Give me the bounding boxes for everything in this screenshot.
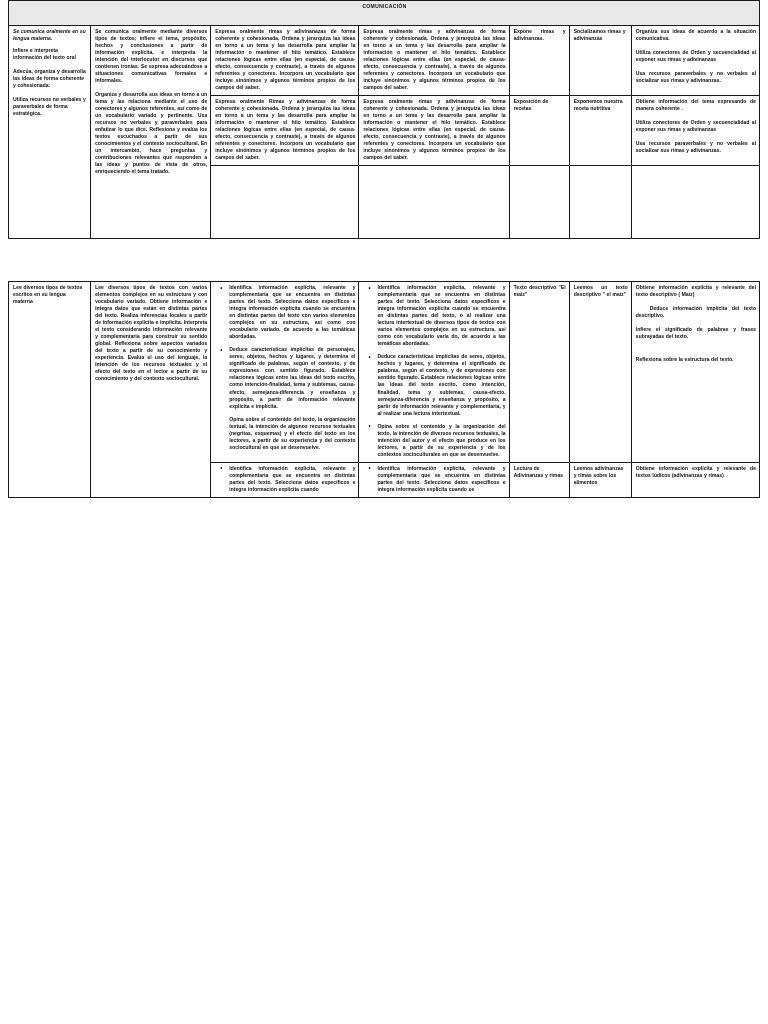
cell-desempenos (211, 462, 359, 497)
competencia-title: Se comunica oralmente en su lengua materna. (13, 29, 86, 43)
evidencia-item: Utiliza conectores de Orden y secuencialidad al exponer sus rimas y adivinanzas (635, 50, 756, 64)
list-item: • Deduce características implícitas de seres, objetos, hechos y lugares, y determina el significado de palabras, según el contexto, y de expresiones con sentido figurado. Establece relaciones lógicas entre las ideas del texto escrito, como intención, finalidad, tema y subtemas, causa-efecto, semejanza-diferencia y enseñanza y propósito, a partir de información relevante y complementaria, y al realizar una lectura intertextual. (371, 354, 505, 417)
evidencia-item: Organiza sus ideas de acuerdo a la situación comunicativa. (635, 29, 756, 43)
cell-evidencias (631, 462, 759, 497)
cell-actividad-empty (569, 166, 631, 239)
estandar-paragraph: Lee diversos tipos de textos con varios elementos complejos en su estructura y con vocabulario variado. Obtiene información e integra datos que están en distintas partes del texto. Realiza inferencias locales a partir de información explícita e implícita. Interpreta el texto considerando información relevante y complementaria para construir su sentido global. Reflexiona sobre aspectos variados del texto a partir de su conocimiento y experiencia. Evalúa el uso del lenguaje, la intención de los recursos textuales y el efecto del texto en el lector a partir de su conocimiento y del contexto sociocultural. (95, 285, 208, 383)
cell-campo-tematico (509, 96, 569, 166)
campo-tematico-text: Lectura de Adivinanzas y rimas (513, 465, 564, 479)
cell-actividad (569, 282, 631, 462)
cell-campo-tematico (509, 462, 569, 497)
cell-evidencias (631, 282, 759, 462)
list-item: • Identifica información explícita, relevante y complementaria que se encuentra en distintas partes del texto. Selecciona datos específicos e integra información explícita cuando (223, 466, 355, 494)
list-item: • Identifica información explícita, relevante y complementaria que se encuentra en distintas partes del texto. Selecciona datos específicos e integra información explícita cuando se encuentra en distintas partes del texto con varios elementos complejos en su estructura, así como con vocabulario variado, de acuerdo a las temáticas abordadas. (223, 285, 355, 341)
actividad-text: Socializamos rimas y adivinanzas (573, 29, 626, 43)
cell-actividad (569, 96, 631, 166)
cell-desempenos-empty (211, 166, 359, 239)
communication-matrix-table-one (8, 0, 760, 239)
cell-desempenos-precisados-empty (359, 166, 509, 239)
list-item: • Opina sobre el contenido y la organización del texto, la intención de diversos recursos textuales, la intención del autor y el efecto que produce en los lectores, a partir de su experiencia y de los contextos socioculturales en que se desenvuelve. (371, 424, 505, 459)
capacidad-item: Adecúa, organiza y desarrolla las ideas de forma coherente y cohesionada: (13, 69, 86, 90)
desempenos-list (215, 285, 355, 451)
cell-evidencias-empty (631, 166, 759, 239)
desempeno-text: Expresa oralmente Rimas y adivinanzas de forma coherente y cohesionada. Ordena y jerarquiza las ideas en torno a un tema y las desarrolla para ampliar la información o mantener el hilo temático. Establece relaciones lógicas entre ellas (en especial, de causa-efecto, consecuencia y contraste), a través de algunos referentes y conectores. Incorpora un vocabulario que incluye sinónimos y algunos términos propios de los campos del saber. (215, 99, 356, 162)
cell-desempenos-precisados (359, 26, 509, 96)
cell-evidencias (631, 26, 759, 96)
cell-desempenos-precisados (359, 96, 509, 166)
evidencia-item: Obtiene información explícita y relevante del texto descriptivo ( Maíz) (635, 285, 756, 299)
estandar-paragraph: Organiza y desarrolla sus ideas en torno a un tema y las relaciona mediante el uso de conectores y algunos referentes, así como de un vocabulario variado y pertinente. Usa recursos no verbales y paraverbales para enfatizar lo que dice. Reflexiona y evalúa los textos escuchados a partir de sus conocimientos y el contexto sociocultural. En un intercambio, hace preguntas y contribuciones relevantes que responden a las ideas y puntos de vista de otros, enriqueciendo el tema tratado. (95, 92, 208, 176)
evidencia-item: Obtiene información del tema expresando de manera coherente . (635, 99, 756, 113)
desempeno-precisado-text: Expresa oralmente rimas y adivinanzas de forma coherente y cohesionada. Ordena y jerarquiza las ideas en torno a un tema y las desarrolla para ampliar la información o mantener el hilo temático. Establece relaciones lógicas entre ellas (en especial, de causa-efecto, consecuencia y contraste), a través de algunos referentes y conectores. Incorpora un vocabulario que incluye sinónimos y algunos términos propios de los campos del saber. (363, 29, 506, 92)
list-item: • Identifica información explícita, relevante y complementaria que se encuentra en distintas partes del texto. Selecciona datos específicos e integra información explícita cuando se (371, 466, 505, 494)
actividad-text: Leemos un texto descriptivo " el maíz" (573, 285, 628, 299)
cell-competencia-lectura (9, 282, 91, 497)
communication-matrix-table-two (8, 281, 760, 497)
evidencia-item: Obtiene información explícita y relevante de textos lúdicos (adivinanzas y rimas) (635, 465, 756, 479)
actividad-text: Leemos adivinanzas y rimas sobre los alimentos (573, 465, 624, 486)
evidencia-item: Deduce información implícita del texto descriptivo. (635, 306, 756, 320)
cell-estandar-lectura (91, 282, 211, 497)
cell-evidencias (631, 96, 759, 166)
desempeno-precisado-text: Expresa oralmente rimas y adivinanzas de forma coherente y cohesionada. Ordena y jerarquiza las ideas en torno a un tema y las desarrolla para ampliar la información o mantener el hilo temático. Establece relaciones lógicas entre ellas (en especial, de causa-efecto, consecuencia y contraste), a través de algunos referentes y conectores. Incorpora un vocabulario que incluye sinónimos y algunos términos propios de los campos del saber. (363, 99, 506, 162)
actividad-text: Exponemos nuestra receta nutritiva (573, 99, 623, 113)
cell-campo-tematico-empty (509, 166, 569, 239)
cell-actividad (569, 26, 631, 96)
cell-desempenos (211, 26, 359, 96)
evidencia-item: Infiere el significado de palabras y frases subrayadas del texto. (635, 327, 756, 341)
desempenos-precisados-list (363, 466, 505, 494)
cell-competencia-oral (9, 26, 91, 239)
desempenos-list (215, 466, 355, 494)
cell-estandar-oral (91, 26, 211, 239)
cell-campo-tematico (509, 26, 569, 96)
cell-desempenos-precisados (359, 462, 509, 497)
area-title: COMUNICACIÓN (9, 1, 760, 26)
evidencia-item: Reflexiona sobre la estructura del texto. (635, 357, 734, 364)
cell-desempenos-precisados (359, 282, 509, 462)
cell-campo-tematico (509, 282, 569, 462)
list-item: • Deduce características implícitas de personajes, seres, objetos, hechos y lugares, y determina el significado de palabras, según el contexto, y de expresiones con sentido figurado. Establece relaciones lógicas entre las ideas del texto escrito, como intención-finalidad, tema y subtemas, causa-efecto, semejanza-diferencia y enseñanza y propósito, a partir de información relevante explícita e implícita. (223, 347, 355, 410)
capacidad-item: Utiliza recursos no verbales y paraverbales de forma estratégica. (13, 97, 86, 118)
cell-desempenos (211, 282, 359, 462)
evidencia-item: Usa recursos paraverbales y no verbales al socializar sus rimas y adivinanzas. (635, 71, 756, 85)
list-item: Opina sobre el contenido del texto, la organización textual, la intención de algunos recursos textuales (negritas, esquemas) y el efecto del texto en los lectores, a partir de su experiencia y del contexto sociocultural en que se desenvuelve. (229, 416, 356, 451)
desempeno-text: Expresa oralmente rimas y adivinanazas de forma coherente y cohesionada. Ordena y jerarquiza las ideas en torno a un tema y las desarrolla para ampliar la información o mantener el hilo temático. Establece relaciones lógicas entre ellas (en especial, de causa-efecto, consecuencia y contraste), a través de algunos referentes y conectores. Incorpora un vocabulario que incluye sinónimos y algunos términos propios de los campos del saber. (215, 29, 356, 92)
cell-desempenos (211, 96, 359, 166)
table-separator (8, 239, 760, 281)
desempenos-precisados-list (363, 285, 505, 458)
evidencia-item: Usa recursos paraverbales y no verbales al socializar sus rimas y adivinanzas. (635, 141, 756, 155)
competencia-title: Lee diversos tipos de textos escritos en su lengua materna (13, 285, 83, 306)
list-item: • Identifica información explícita, relevante y complementaria que se encuentra en distintas partes del texto. Selecciona datos específicos e integra información explícita cuando se encuentra en distintas partes del texto, o al realizar una lectura intertextual de diversos tipos de textos con varios elementos complejos en su estructura, así como con vocabulario varia do, de acuerdo a las temáticas abordadas. (371, 285, 505, 348)
campo-tematico-text: Expone rimas y adivinanzas. (513, 29, 566, 43)
campo-tematico-text: Exposición de recetas (513, 99, 549, 113)
cell-actividad (569, 462, 631, 497)
capacidad-item: Infiere e interpreta información del texto oral (13, 48, 76, 62)
table-row (9, 26, 760, 96)
table-row (9, 282, 760, 462)
table-header-row (9, 1, 760, 26)
evidencia-item: Utiliza conectores de Orden y secuencialidad al exponer sus rimas y adivinanzas (635, 120, 756, 134)
estandar-paragraph: Se comunica oralmente mediante diversos tipos de textos; infiere el tema, propósito, hechos y conclusiones a partir de información explícita, e interpreta la intención del interlocutor en discursos que contienen ironías. Se expresa adecuándose a situaciones comunicativas formales e informales. (95, 29, 208, 85)
campo-tematico-text: Texto descriptivo "El maíz" (513, 285, 566, 299)
